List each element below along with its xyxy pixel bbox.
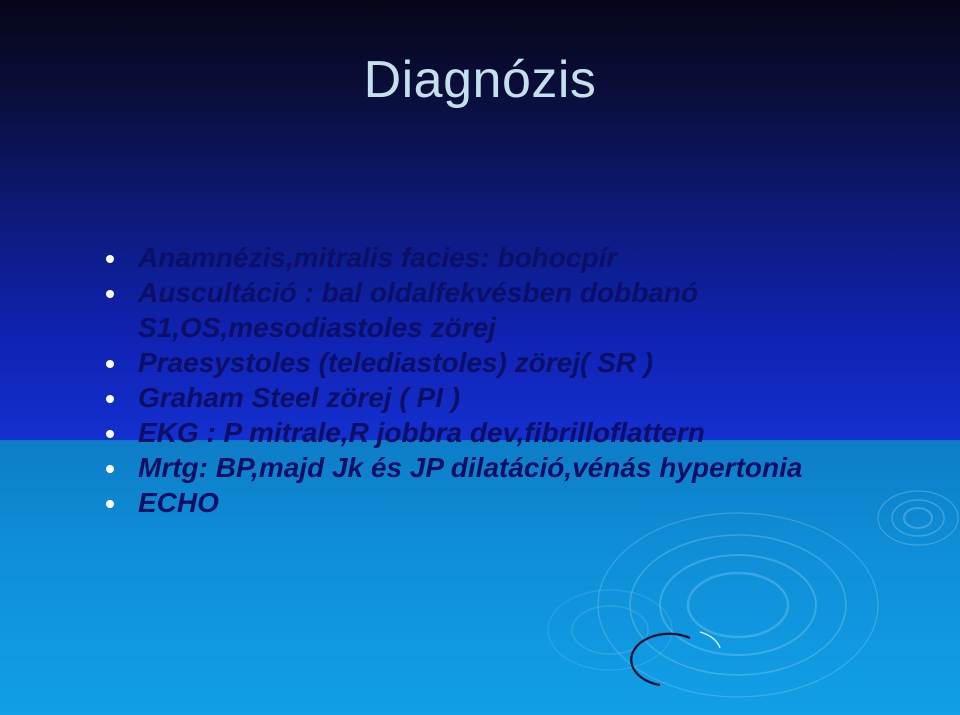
bullet-text: EKG : P mitrale,R jobbra dev,fibrilloflattern <box>138 417 705 448</box>
bullet-item-graham-steel <box>103 380 943 415</box>
bullet-item-praesystoles <box>103 345 943 380</box>
bullet-list <box>103 240 943 520</box>
bullet-item-auscultacio <box>103 275 943 345</box>
bullet-text: Mrtg: BP,majd Jk és JP dilatáció,vénás hypertonia <box>138 452 803 483</box>
slide-title: Diagnózis <box>363 51 597 109</box>
bullet-item-echo <box>103 485 943 520</box>
bullet-dot-icon <box>106 395 114 403</box>
bullet-item-anamnezis <box>103 240 943 275</box>
bullet-text: Anamnézis,mitralis facies: bohocpír <box>138 242 618 273</box>
bullet-text: ECHO <box>138 487 219 518</box>
bullet-text: Auscultáció : bal oldalfekvésben dobbanó S1,OS,mesodiastoles zörej <box>138 277 699 343</box>
bullet-item-ekg <box>103 415 943 450</box>
bullet-dot-icon <box>106 290 114 298</box>
bullet-text: Graham Steel zörej ( PI ) <box>138 382 461 413</box>
bullet-dot-icon <box>106 500 114 508</box>
bullet-text: Praesystoles (telediastoles) zörej( SR ) <box>138 347 654 378</box>
bullet-dot-icon <box>106 360 114 368</box>
bullet-dot-icon <box>106 255 114 263</box>
bullet-dot-icon <box>106 465 114 473</box>
bullet-dot-icon <box>106 430 114 438</box>
bullet-item-mrtg <box>103 450 943 485</box>
